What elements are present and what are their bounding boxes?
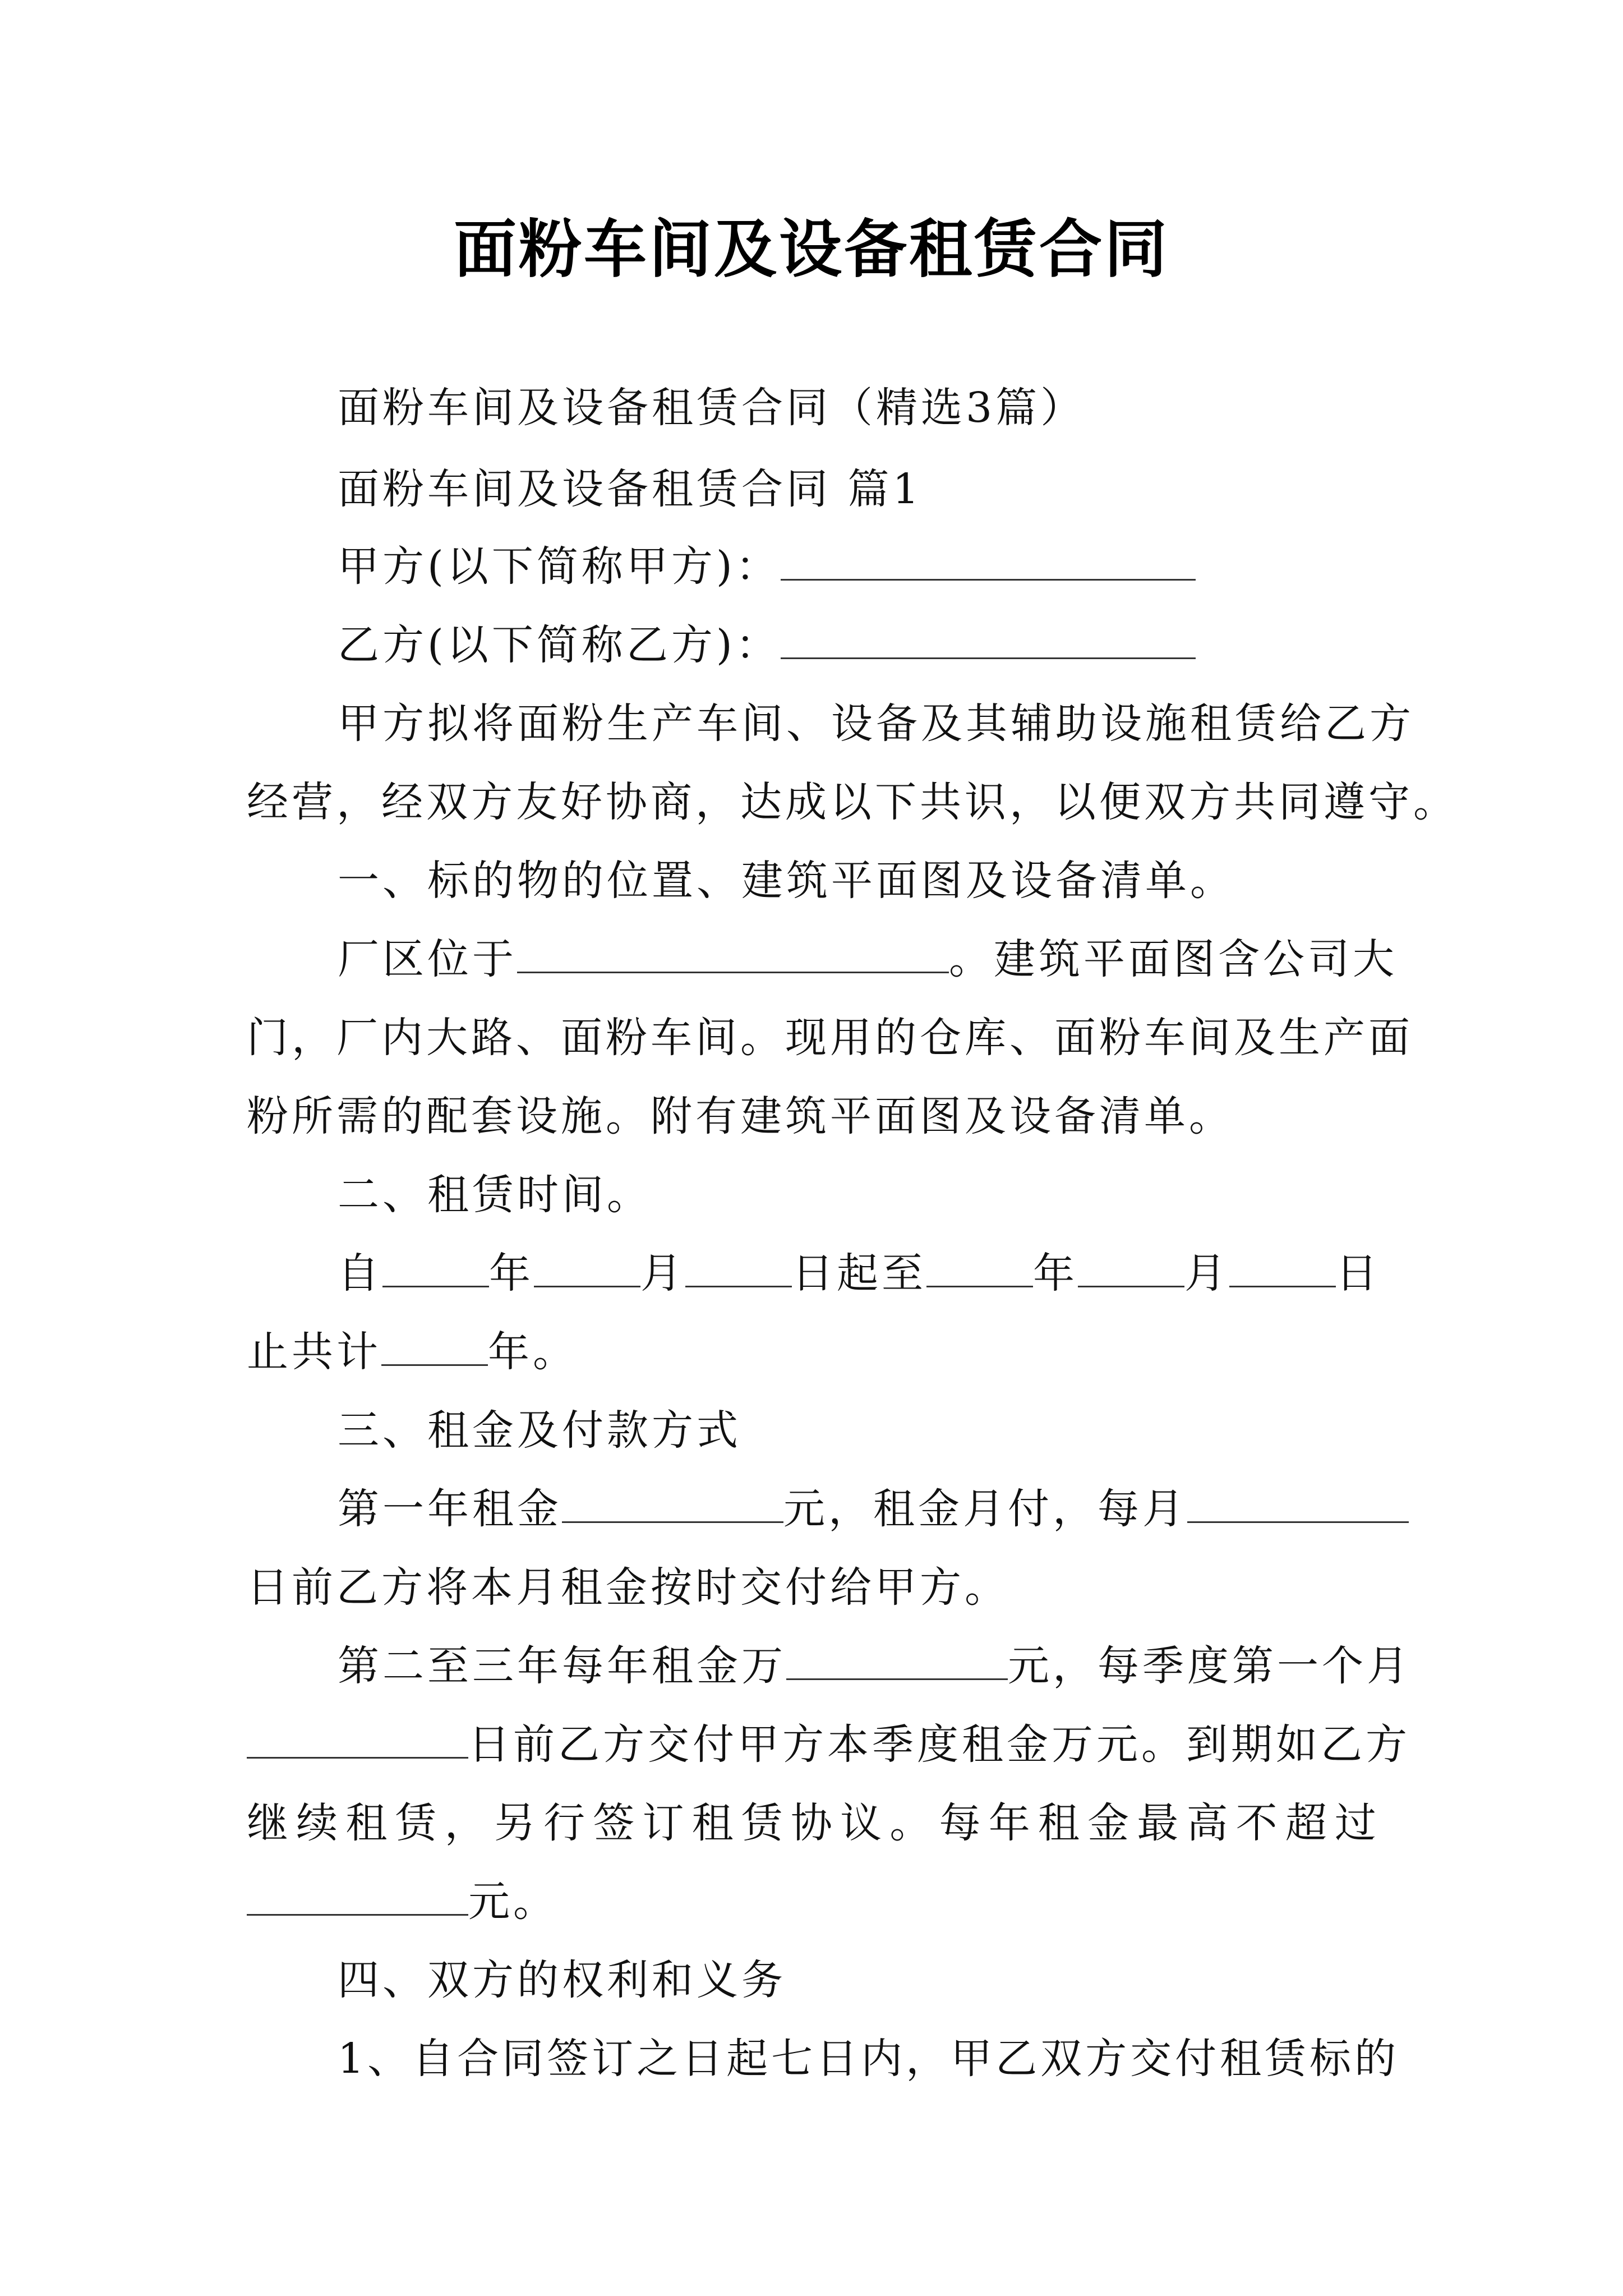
rent-year2-text-2: 日前乙方交付甲方本季度租金万元。到期如乙方 — [468, 1720, 1410, 1769]
rent-year2-label: 第二至三年每年租金万 — [338, 1642, 786, 1690]
intro-line-1: 甲方拟将面粉生产车间、设备及其辅助设施租赁给乙方 — [338, 700, 1414, 748]
rent-year1-amount-blank — [562, 1488, 783, 1523]
rent-year1-day-blank — [1187, 1488, 1409, 1523]
party-b-blank — [781, 624, 1196, 659]
date-word-month-2: 月 — [1184, 1249, 1229, 1297]
total-years-blank — [381, 1331, 488, 1366]
location-label: 厂区位于 — [338, 935, 517, 983]
rent-year2-line-1 — [338, 1637, 1412, 1695]
start-day-blank — [685, 1252, 792, 1287]
rent-year1-line-1 — [338, 1480, 1381, 1538]
section-4-heading: 四、双方的权利和义务 — [338, 1956, 786, 2004]
rent-year1-text: 元，租金月付，每月 — [783, 1485, 1187, 1533]
rent-year2-amount-blank — [786, 1645, 1008, 1680]
subtitle: 面粉车间及设备租赁合同（精选3篇） — [338, 384, 1086, 432]
date-word-from: 自 — [338, 1249, 382, 1297]
party-a-blank — [781, 545, 1196, 581]
document-title: 面粉车间及设备租赁合同 — [454, 213, 1169, 286]
item-1-line: 1、自合同签订之日起七日内，甲乙双方交付租赁标的 — [338, 2035, 1400, 2083]
rent-year2-line-4 — [247, 1872, 1380, 1931]
rent-year2-line-2 — [247, 1715, 1410, 1774]
party-b-line — [338, 616, 1381, 674]
intro-line-2: 经营，经双方友好协商，达成以下共识，以便双方共同遵守。 — [247, 778, 1458, 826]
rent-year2-line-3: 继续租赁，另行签订租赁协议。每年租金最高不超过 — [247, 1799, 1380, 1847]
party-a-line — [338, 537, 1381, 596]
end-month-blank — [1078, 1252, 1184, 1287]
location-line-3: 粉所需的配套设施。附有建筑平面图及设备清单。 — [247, 1092, 1234, 1140]
section-3-heading: 三、租金及付款方式 — [338, 1406, 741, 1455]
part-heading: 面粉车间及设备租赁合同 篇1 — [338, 465, 923, 513]
party-a-label: 甲方(以下简称甲方)： — [338, 542, 781, 591]
section-1-heading: 一、标的物的位置、建筑平面图及设备清单。 — [338, 857, 1235, 905]
date-word-until: 日起至 — [792, 1249, 926, 1297]
rent-quarter-day-blank — [247, 1723, 468, 1759]
location-line-2: 门，厂内大路、面粉车间。现用的仓库、面粉车间及生产面 — [247, 1014, 1413, 1062]
date-word-month: 月 — [640, 1249, 685, 1297]
section-2-heading: 二、租赁时间。 — [338, 1171, 652, 1219]
rent-year1-label: 第一年租金 — [338, 1485, 562, 1533]
date-word-year-2: 年 — [1033, 1249, 1078, 1297]
total-suffix: 年。 — [488, 1328, 578, 1376]
rent-max-blank — [247, 1880, 468, 1916]
date-word-year: 年 — [489, 1249, 534, 1297]
rent-max-suffix: 元。 — [468, 1878, 558, 1926]
location-line-1 — [338, 930, 1398, 988]
total-label: 止共计 — [247, 1328, 381, 1376]
date-word-day-2: 日 — [1336, 1249, 1381, 1297]
rent-year1-line-2: 日前乙方将本月租金按时交付给甲方。 — [247, 1563, 1009, 1612]
location-text: 。建筑平面图含公司大 — [949, 935, 1398, 983]
location-blank — [517, 938, 949, 973]
total-term-line — [247, 1323, 1380, 1381]
start-year-blank — [382, 1252, 489, 1287]
start-month-blank — [534, 1252, 640, 1287]
rent-year2-text: 元，每季度第一个月 — [1008, 1642, 1412, 1690]
party-b-label: 乙方(以下简称乙方)： — [338, 621, 781, 669]
end-day-blank — [1229, 1252, 1336, 1287]
end-year-blank — [926, 1252, 1033, 1287]
date-range-line — [338, 1244, 1381, 1303]
